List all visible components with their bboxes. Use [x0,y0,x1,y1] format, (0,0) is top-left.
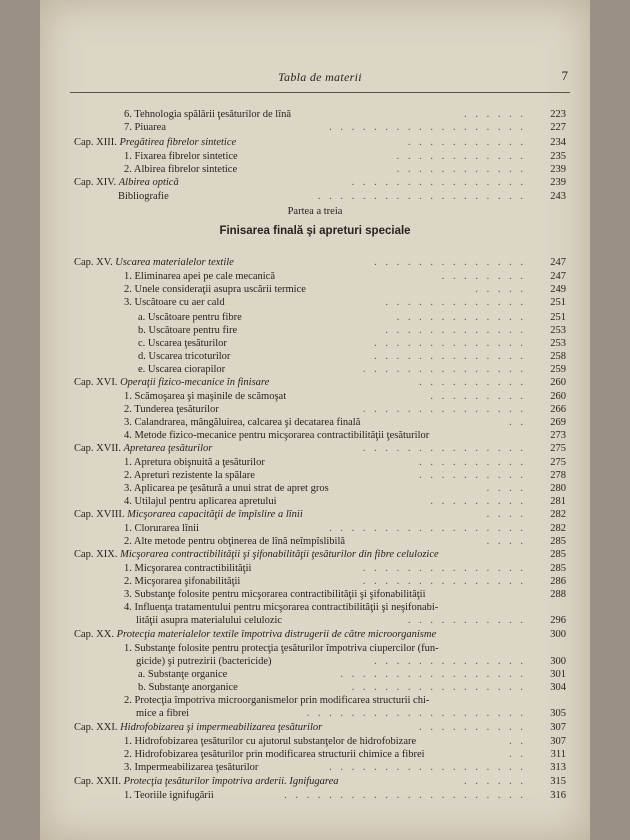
toc-entry: 1. Apretura obişnuită a ţesăturilor . . . . . . . . . . 275 [124,457,566,468]
toc-entry-continued: mice a fibrei . . . . . . . . . . . . . . . . . . . . 305 [136,708,566,719]
toc-chapter: Cap. XX. Protecţia materialelor textile împotriva distrugerii de către microorganisme 300 [74,629,566,640]
toc-entry: Bibliografie . . . . . . . . . . . . . . . . . . . 243 [118,191,566,202]
toc-entry: 3. Aplicarea pe ţesătură a unui strat de apret gros . . . . 280 [124,483,566,494]
toc-entry: 2. Hidrofobizarea ţesăturilor prin modificarea structurii chimice a fibrei . . 311 [124,749,566,760]
toc-entry: 2. Protecţia împotriva microorganismelor prin modificarea structurii chi- [124,695,430,706]
part-label: Partea a treia [287,206,343,217]
toc-entry: 4. Influenţa tratamentului pentru micşorarea contractibilităţii şi neşifonabi- [124,602,439,613]
toc-chapter: Cap. XV. Uscarea materialelor textile . . . . . . . . . . . . . . 247 [74,257,566,268]
toc-chapter: Cap. XIX. Micşorarea contractibilităţii şi şifonabilităţii ţesăturilor din fibre celulozice 285 [74,549,566,560]
toc-entry: a. Uscătoare pentru fibre . . . . . . . . . . . . 251 [138,312,566,323]
toc-entry: 6. Tehnologia spălării ţesăturilor de lînă . . . . . . 223 [124,109,566,120]
toc-entry: 2. Alte metode pentru obţinerea de lînă neîmpîslibilă . . . . 285 [124,536,566,547]
toc-chapter: Cap. XVI. Operaţii fizico-mecanice în finisare . . . . . . . . . . 260 [74,377,566,388]
toc-entry: 2. Unele consideraţii asupra uscării termice . . . . . 249 [124,284,566,295]
toc-entry: 1. Fixarea fibrelor sintetice . . . . . . . . . . . . 235 [124,151,566,162]
toc-entry: 2. Tunderea ţesăturilor . . . . . . . . . . . . . . . 266 [124,404,566,415]
toc-entry: 3. Uscătoare cu aer cald . . . . . . . . . . . . . 251 [124,297,566,308]
toc-chapter: Cap. XXI. Hidrofobizarea şi impermeabilizarea ţesăturilor . . . . . . . . . . 307 [74,722,566,733]
toc-entry: 1. Hidrofobizarea ţesăturilor cu ajutorul substanţelor de hidrofobizare . . 307 [124,736,566,747]
toc-chapter: Cap. XVIII. Micşorarea capacităţii de împîslire a lînii . . . . 282 [74,509,566,520]
book-page [40,0,590,840]
toc-entry: a. Substanţe organice . . . . . . . . . . . . . . . . . 301 [138,669,566,680]
toc-entry: 1. Teoriile ignifugării . . . . . . . . . . . . . . . . . . . . . . 316 [124,790,566,801]
toc-entry: 1. Micşorarea contractibilităţii . . . . . . . . . . . . . . . 285 [124,563,566,574]
toc-chapter: Cap. XXII. Protecţia ţesăturilor împotriva arderii. Ignifugarea . . . . . . 315 [74,776,566,787]
running-title: Tabla de materii [278,70,362,84]
toc-entry: 2. Micşorarea şifonabilităţii . . . . . . . . . . . . . . . 286 [124,576,566,587]
toc-chapter: Cap. XIII. Pregătirea fibrelor sintetice . . . . . . . . . . . 234 [74,137,566,148]
toc-entry: e. Uscarea ciorapilor . . . . . . . . . . . . . . . 259 [138,364,566,375]
running-header [70,68,570,93]
toc-entry: d. Uscarea tricoturilor . . . . . . . . . . . . . . 258 [138,351,566,362]
toc-entry: 1. Scămoşarea şi maşinile de scămoşat . . . . . . . . . 260 [124,391,566,402]
toc-entry: 1. Substanţe folosite pentru protecţia ţesăturilor împotriva ciupercilor (fun- [124,643,439,654]
toc-entry: b. Substanţe anorganice . . . . . . . . . . . . . . . . 304 [138,682,566,693]
part-title: Finisarea finală şi apreturi speciale [219,225,411,237]
page-number: 7 [561,68,568,83]
toc-entry: 4. Utilajul pentru aplicarea apretului . . . . . . . . . 281 [124,496,566,507]
toc-entry: 2. Apreturi rezistente la spălare . . . . . . . . . . 278 [124,470,566,481]
toc-chapter: Cap. XVII. Apretarea ţesăturilor . . . . . . . . . . . . . . . 275 [74,443,566,454]
toc-entry: 1. Clorurarea lînii . . . . . . . . . . . . . . . . . . 282 [124,523,566,534]
toc-entry-continued: gicide) şi putrezirii (bactericide) . . . . . . . . . . . . . . 300 [136,656,566,667]
toc-entry: 3. Impermeabilizarea ţesăturilor . . . . . . . . . . . . . . . . . . 313 [124,762,566,773]
toc-entry: 2. Albirea fibrelor sintetice . . . . . . . . . . . . 239 [124,164,566,175]
toc-entry: 1. Eliminarea apei pe cale mecanică . . . . . . . . 247 [124,271,566,282]
toc-entry: 7. Piuarea . . . . . . . . . . . . . . . . . . 227 [124,122,566,133]
toc-entry: c. Uscarea ţesăturilor . . . . . . . . . . . . . . 253 [138,338,566,349]
toc-entry-continued: lităţii asupra materialului celulozic . . . . . . . . . . . 296 [136,615,566,626]
toc-entry: b. Uscătoare pentru fire . . . . . . . . . . . . . 253 [138,325,566,336]
toc-chapter: Cap. XIV. Albirea optică . . . . . . . . . . . . . . . . 239 [74,177,566,188]
toc-entry: 4. Metode fizico-mecanice pentru micşorarea contractibilităţii ţesăturilor 273 [124,430,566,441]
toc-entry: 3. Substanţe folosite pentru micşorarea contractibilităţii şi şifonabilităţii 288 [124,589,566,600]
toc-entry: 3. Calandrarea, mângăluirea, calcarea şi decatarea finală . . 269 [124,417,566,428]
